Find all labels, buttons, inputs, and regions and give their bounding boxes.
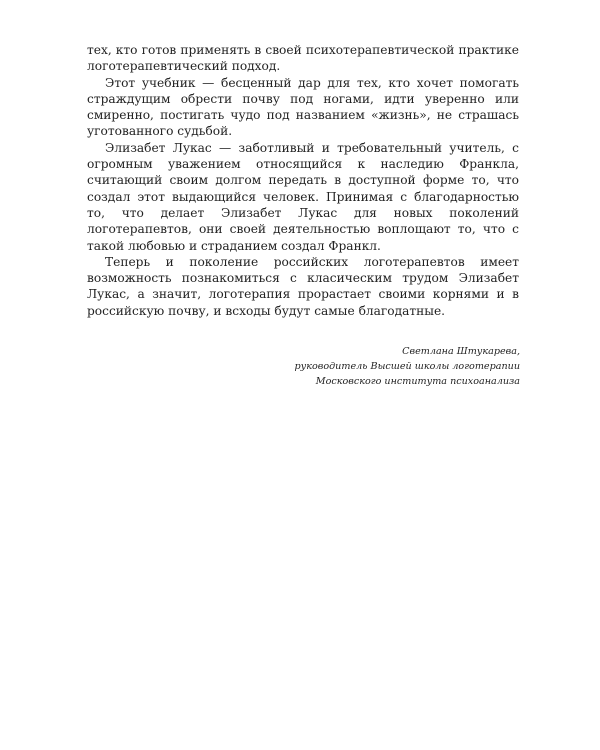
paragraph-2: Этот учебник — бесценный дар для тех, кто хочет помогать страждущим обрести почву под ногами, идти уверенно или смиренно, постигать чудо под названием «жизнь», не страшась уготованного судьбой.	[87, 75, 519, 139]
signature-title-line-1: руководитель Высшей школы логотерапии	[294, 361, 520, 372]
paragraph-3: Элизабет Лукас — заботливый и требовательный учитель, с огромным уважением относящийся к наследию Франкла, считающий своим долгом передать в доступной форме то, что создал этот выдающийся человек. Принимая с благодарностью то, что делает Элизабет Лукас для новых поколений логотерапевтов, они своей деятельностью воплощают то, что с такой любовью и страданием создал Франкл.	[87, 140, 519, 253]
signature-title-line-2: Московского института психоанализа	[315, 376, 520, 387]
body-text	[87, 42, 519, 319]
paragraph-1: тех, кто готов применять в своей психотерапевтической практике логотерапевтический подход.	[87, 43, 519, 74]
signature-name: Светлана Штукарева,	[402, 346, 520, 357]
signature-block	[220, 344, 520, 389]
paragraph-4: Теперь и поколение российских логотерапевтов имеет возможность познакомиться с класическим трудом Элизабет Лукас, а значит, логотерапия прорастает своими корнями и в российскую почву, и всходы будут самые благодатные.	[87, 254, 519, 318]
